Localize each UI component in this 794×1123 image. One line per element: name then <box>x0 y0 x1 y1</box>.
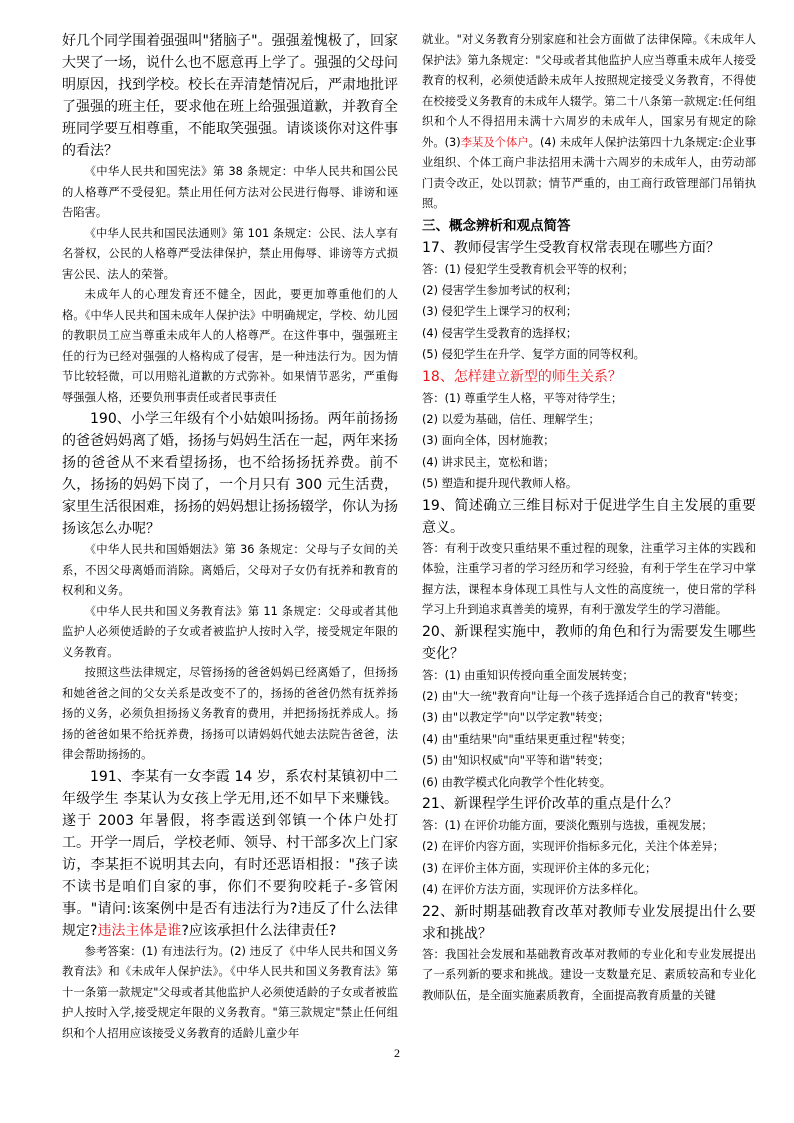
answer-item: (2) 由"大一统"教育向"让每一个孩子选择适合自己的教育"转变； <box>422 689 745 703</box>
question-191-text: 191、李某有一女李霞 14 岁，系农村某镇初中二年级学生 李某认为女孩上学无用,还不如早下来赚钱。遂于 2003 年暑假，将李霞送到邻镇一个体户处打工。开学一周后，学校老师、领导、村干部多次上门家访，李某拒不说明其去向，有时还恶语相报："孩子读不读书是咱们自家的事，你们不要狗咬耗子-多管闲事。"请问:该案例中是否有违法行为?违反了什么法律规定? <box>62 768 398 939</box>
question-20: 20、新课程实施中，教师的角色和行为需要发生哪些变化？ <box>422 623 756 662</box>
answer-item: (2) 侵害学生参加考试的权利； <box>422 283 578 297</box>
law-citation: 《中华人民共和国宪法》第 38 条规定：中华人民共和国公民的人格尊严不受侵犯。禁止用任何方法对公民进行侮辱、诽谤和诬告陷害。 <box>62 165 398 219</box>
answer-text: 就业。"对义务教育分别家庭和社会方面做了法律保障。《未成年人保护法》第九条规定："父母或者其他监护人应当尊重未成年人接受教育的权利，必须使适龄未成年人按照规定接受义务教育，不得使在校接受义务教育的未成年人辍学。第二十八条第一款规定:任何组织和个人不得招用未满十六周岁的未成年人，国家另有规定的除外。(3) <box>422 33 756 149</box>
answer-item: (2) 以爱为基础，信任、理解学生； <box>422 412 600 426</box>
section-heading: 三、概念辨析和观点简答 <box>422 217 571 234</box>
page-number: 2 <box>394 1046 400 1060</box>
answer-paragraph: 答：我国社会发展和基础教育改革对教师的专业化和专业发展提出了一系列新的要求和挑战。建设一支数量充足、素质较高和专业化教师队伍，是全面实施素质教育，全面提高教育质量的关键 <box>422 947 756 1002</box>
question-191-text-end: ?应该承担什么法律责任? <box>181 922 337 939</box>
answer-continuation <box>422 30 756 215</box>
question-21: 21、新课程学生评价改革的重点是什么？ <box>422 796 678 812</box>
question-text: 好几个同学围着强强叫"猪脑子"。强强羞愧极了，回家大哭了一场，说什么也不愿意再上学了。强强的父母问明原因，找到学校。校长在弄清楚情况后，严肃地批评了强强的班主任，要求他在班上给强强道歉，并教育全班同学要互相尊重，不能取笑强强。请谈谈你对这件事的看法？ <box>62 33 398 159</box>
highlighted-text: 李某及个体户 <box>460 135 529 149</box>
question-17: 17、教师侵害学生受教育权常表现在哪些方面？ <box>422 239 720 256</box>
answer-item: (4) 在评价方法方面，实现评价方法多样化。 <box>422 883 645 897</box>
question-18: 18、怎样建立新型的师生关系？ <box>422 368 622 385</box>
left-column <box>62 30 398 1044</box>
answer-item: 答：(1) 由重知识传授向重全面发展转变； <box>422 668 634 682</box>
right-column <box>422 30 756 1006</box>
answer-item: (5) 塑造和提升现代教师人格。 <box>422 477 578 491</box>
answer-item: (2) 在评价内容方面，实现评价指标多元化，关注个体差异； <box>422 840 725 854</box>
answer-paragraph: 未成年人的心理发育还不健全，因此，要更加尊重他们的人格。《中华人民共和国未成年人保护法》中明确规定，学校、幼儿园的教职员工应当尊重未成年人的人格尊严。在这件事中，强强班主任的行为已经对强强的人格构成了侵害，是一种违法行为。因为情节比较轻微，可以用赔礼道歉的方式弥补。如果情节恶劣，严重侮辱强强人格，还要负刑事责任或者民事责任 <box>62 288 398 404</box>
answer-paragraph: 按照这些法律规定，尽管扬扬的爸爸妈妈已经离婚了，但扬扬和她爸爸之间的父女关系是改变不了的，扬扬的爸爸仍然有抚养扬扬的义务，必须负担扬扬义务教育的费用，并把扬扬抚养成人。扬扬的爸爸如果不给抚养费，扬扬可以请妈妈代她去法院告爸爸，法律会帮助扬扬的。 <box>62 666 398 761</box>
highlighted-text: 违法主体是谁 <box>97 922 182 939</box>
answer-item: (6) 由教学模式化向教学个性化转变。 <box>422 775 612 789</box>
answer-text-end: 。(4) 未成年人保护法第四十九条规定:企业事业组织、个体工商户非法招用未满十六周岁的未成年人，由劳动部门责令改正，处以罚款；情节严重的，由工商行政管理部门吊销执照。 <box>422 135 756 210</box>
answer-item: (4) 侵害学生受教育的选择权； <box>422 326 578 340</box>
answer-item: (3) 面向全体，因材施教； <box>422 434 555 448</box>
answer-item: (3) 侵犯学生上课学习的权利； <box>422 305 578 319</box>
question-22: 22、新时期基础教育改革对教师专业发展提出什么要求和挑战？ <box>422 903 756 942</box>
law-citation: 《中华人民共和国婚姻法》第 36 条规定：父母与子女间的关系，不因父母离婚而消除。离婚后，父母对子女仍有抚养和教育的权利和义务。 <box>62 543 398 597</box>
question-190: 190、小学三年级有个小姑娘叫扬扬。两年前扬扬的爸爸妈妈离了婚，扬扬与妈妈生活在一起，两年来扬扬的爸爸从不来看望扬扬，也不给扬扬抚养费。前不久，扬扬的妈妈下岗了，一个月只有 300 元生活费，家里生活很困难，扬扬的妈妈想让扬扬辍学，你认为扬扬该怎么办呢？ <box>62 411 398 537</box>
question-191 <box>62 766 398 942</box>
answer-item: 答：(1) 侵犯学生受教育机会平等的权利； <box>422 262 634 276</box>
answer-item: (5) 由"知识权威"向"平等和谐"转变； <box>422 754 610 768</box>
answer-item: (3) 由"以教定学"向"以学定教"转变； <box>422 711 610 725</box>
law-citation: 《中华人民共和国民法通则》第 101 条规定：公民、法人享有名誉权，公民的人格尊严受法律保护，禁止用侮辱、诽谤等方式损害公民、法人的荣誉。 <box>62 226 398 281</box>
reference-answer: 参考答案：(1) 有违法行为。(2) 违反了《中华人民共和国义务教育法》和《未成年人保护法》。《中华人民共和国义务教育法》第十一条第一款规定"父母或者其他监护人必须使适龄的子女或者被监护人按时入学,接受规定年限的义务教育。"第三款规定"禁止任何组织和个人招用应该接受义务教育的适龄儿童少年 <box>62 944 398 1040</box>
answer-item: (3) 在评价主体方面，实现评价主体的多元化； <box>422 861 657 875</box>
answer-paragraph: 答：有利于改变只重结果不重过程的现象，注重学习主体的实践和体验，注重学习者的学习经历和学习经验，有利于学生在学习中掌握方法，课程本身体现工具性与人文性的高度统一，使日常的学科学习上升到追求真善美的境界，有利于激发学生的学习潜能。 <box>422 541 756 617</box>
answer-item: (4) 讲求民主，宽松和谐； <box>422 455 555 469</box>
law-citation: 《中华人民共和国义务教育法》第 11 条规定：父母或者其他监护人必须使适龄的子女或者被监护人按时入学，接受规定年限的义务教育。 <box>62 604 398 659</box>
answer-item: (4) 由"重结果"向"重结果更重过程"转变； <box>422 732 632 746</box>
answer-item: (5) 侵犯学生在升学、复学方面的同等权利。 <box>422 348 645 362</box>
answer-item: 答：(1) 尊重学生人格，平等对待学生； <box>422 391 623 405</box>
answer-item: 答：(1) 在评价功能方面，要淡化甄别与选拔，重视发展； <box>422 819 713 832</box>
question-19: 19、简述确立三维目标对于促进学生自主发展的重要意义。 <box>422 497 756 536</box>
